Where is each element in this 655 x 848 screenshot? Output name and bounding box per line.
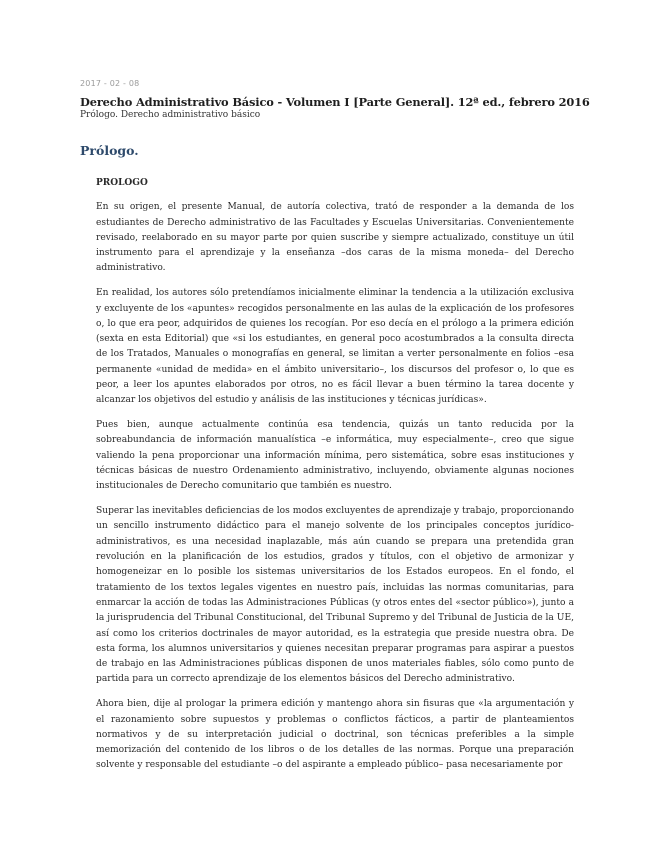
paragraph: Pues bien, aunque actualmente continúa esa tendencia, quizás un tanto reducida por la sobreabundancia de información manualística –e informática, muy especialmente–, creo que sigue valiendo la pena proporcionar una información mínima, pero sistemática, sobre esas instituciones y técnicas básicas de nuestro Ordenamiento administrativo, incluyendo, obviamente algunas nociones institucionales de Derecho comunitario que también es nuestro. (96, 420, 574, 492)
document-title: Derecho Administrativo Básico - Volumen I [Parte General]. 12ª ed., febrero 2016 (80, 95, 590, 109)
document-subtitle: Prólogo. Derecho administrativo básico (80, 110, 261, 120)
document-date: 2017 - 02 - 08 (80, 79, 140, 88)
document-body (96, 176, 574, 783)
section-heading: Prólogo. (80, 143, 139, 158)
body-subheading: PROLOGO (96, 178, 148, 188)
paragraph: Superar las inevitables deficiencias de los modos excluyentes de aprendizaje y trabajo, proporcionando un sencillo instrumento didáctico para el manejo solvente de los principales conceptos jurídico-administrativos, es una necesidad inaplazable, más aún cuando se prepara una pretendida gran revolución en la planificación de los estudios, grados y títulos, con el objetivo de armonizar y homogeneizar en lo posible los sistemas universitarios de los Estados europeos. En el fondo, el tratamiento de los textos legales vigentes en nuestro país, incluidas las normas comunitarias, para enmarcar la acción de todas las Administraciones Públicas (y otros entes del «sector público»), junto a la jurisprudencia del Tribunal Constitucional, del Tribunal Supremo y del Tribunal de Justicia de la UE, así como los criterios doctrinales de mayor autoridad, es la estrategia que preside nuestra obra. De esta forma, los alumnos universitarios y quienes necesitan preparar programas para aspirar a puestos de trabajo en las Administraciones públicas disponen de unos materiales fiables, sólo como punto de partida para un correcto aprendizaje de los elementos básicos del Derecho administrativo. (96, 506, 574, 685)
paragraph: En su origen, el presente Manual, de autoría colectiva, trató de responder a la demanda de los estudiantes de Derecho administrativo de las Facultades y Escuelas Universitarias. Convenientemente revisado, reelaborado en su mayor parte por quien suscribe y siempre actualizado, constituye un útil instrumento para el aprendizaje y la enseñanza –dos caras de la misma moneda– del Derecho administrativo. (96, 202, 574, 274)
paragraph: En realidad, los autores sólo pretendíamos inicialmente eliminar la tendencia a la utilización exclusiva y excluyente de los «apuntes» recogidos personalmente en las aulas de la explicación de los profesores o, lo que era peor, adquiridos de quienes los recogían. Por eso decía en el prólogo a la primera edición (sexta en esta Editorial) que «si los estudiantes, en general poco acostumbrados a la consulta directa de los Tratados, Manuales o monografías en general, se limitan a verter personalmente en folios –esa permanente «unidad de medida» en el ámbito universitario–, los discursos del profesor o, lo que es peor, a leer los apuntes elaborados por otros, no es fácil llevar a buen término la tarea docente y alcanzar los objetivos del estudio y análisis de las instituciones y técnicas jurídicas». (96, 288, 574, 406)
paragraph: Ahora bien, dije al prologar la primera edición y mantengo ahora sin fisuras que «la argumentación y el razonamiento sobre supuestos y problemas o conflictos fácticos, a partir de planteamientos normativos y de su interpretación judicial o doctrinal, son técnicas preferibles a la simple memorización del contenido de los libros o de los detalles de las normas. Porque una preparación solvente y responsable del estudiante –o del aspirante a empleado público– pasa necesariamente por (96, 699, 574, 771)
